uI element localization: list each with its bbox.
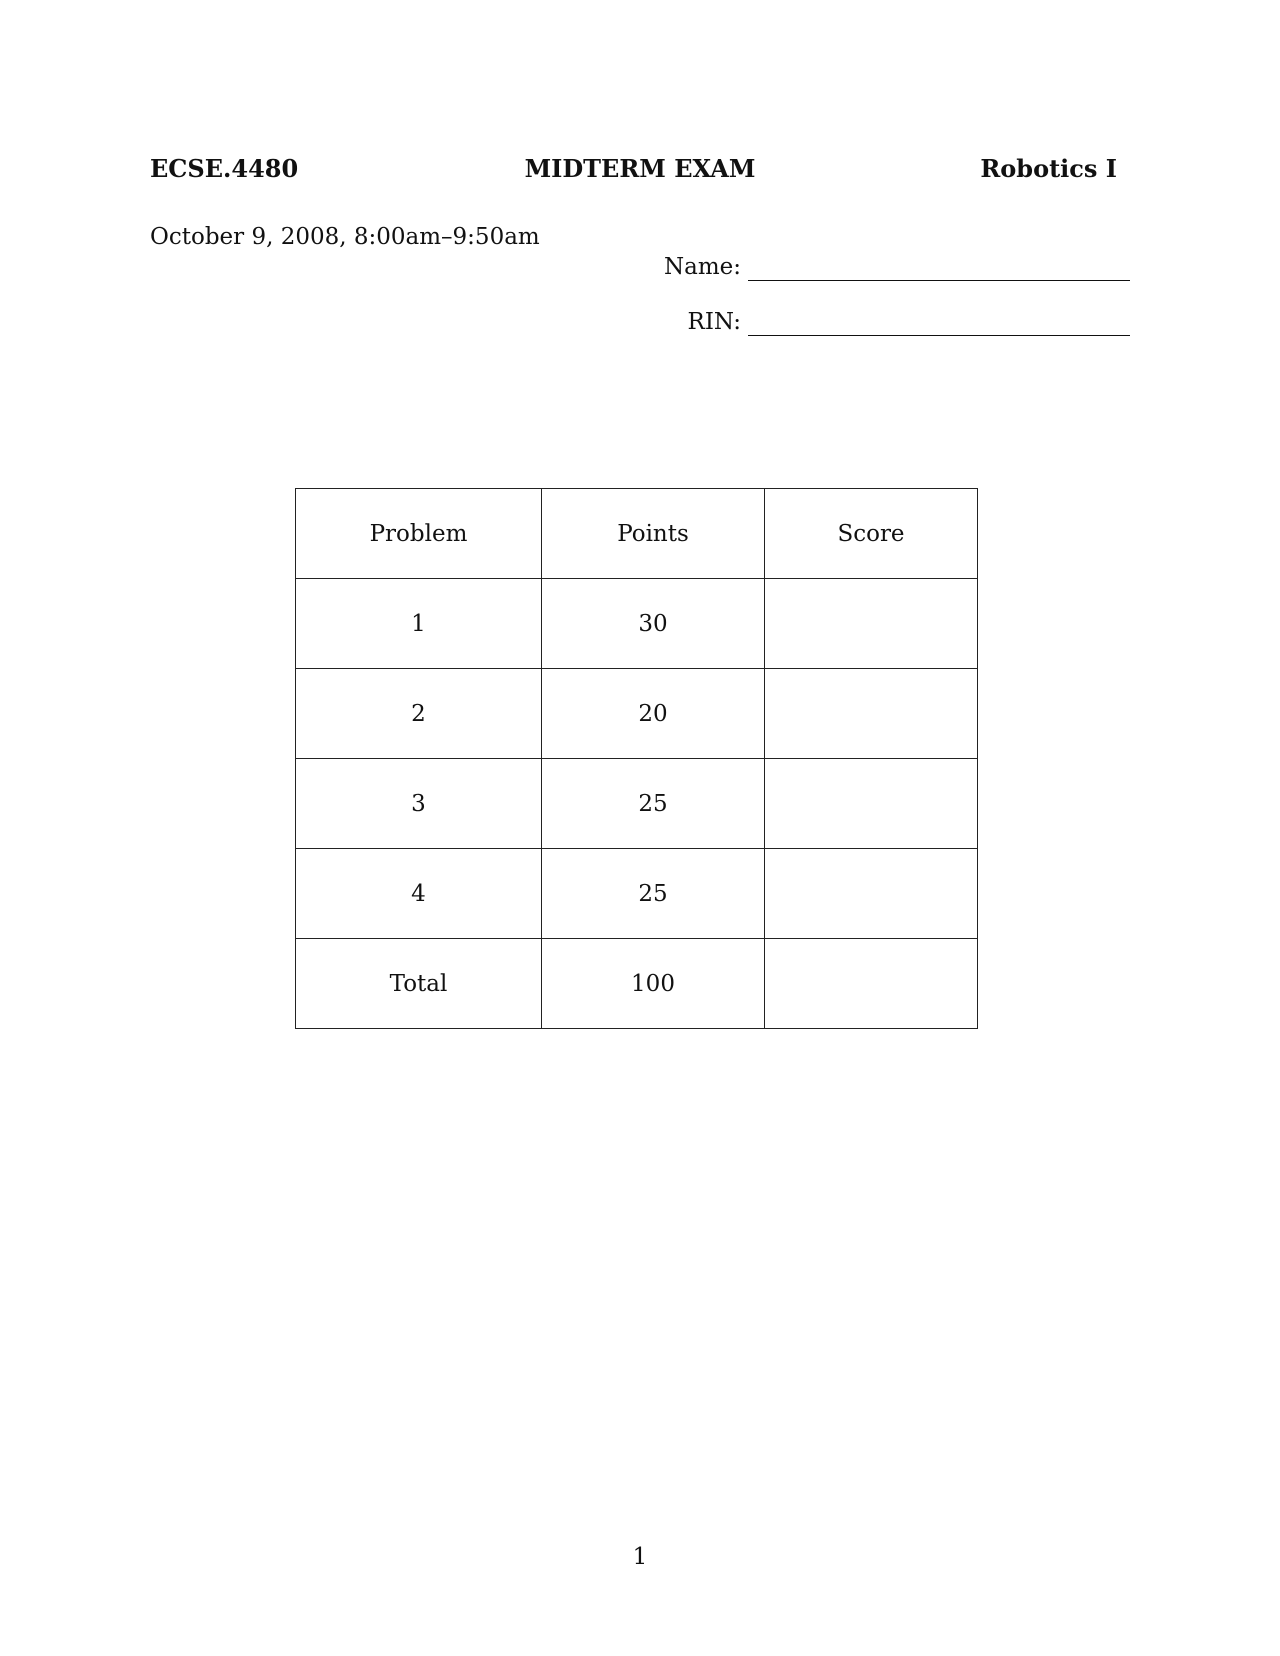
score-table	[295, 488, 978, 1029]
points-cell: 25	[542, 759, 765, 849]
problem-cell: 2	[296, 669, 542, 759]
points-cell: 25	[542, 849, 765, 939]
column-header-problem: Problem	[296, 489, 542, 579]
score-cell	[765, 849, 978, 939]
column-header-points: Points	[542, 489, 765, 579]
course-name: Robotics I	[980, 154, 1117, 183]
problem-cell: 1	[296, 579, 542, 669]
rin-blank-line	[748, 335, 1130, 336]
points-cell: 20	[542, 669, 765, 759]
score-cell	[765, 669, 978, 759]
table-row	[296, 579, 978, 669]
points-cell: 30	[542, 579, 765, 669]
total-score-cell	[765, 939, 978, 1029]
table-row	[296, 849, 978, 939]
name-label: Name:	[663, 254, 741, 280]
table-total-row	[296, 939, 978, 1029]
problem-cell: 3	[296, 759, 542, 849]
page-number: 1	[632, 1544, 648, 1570]
problem-cell: 4	[296, 849, 542, 939]
column-header-score: Score	[765, 489, 978, 579]
score-cell	[765, 579, 978, 669]
score-cell	[765, 759, 978, 849]
exam-title: MIDTERM EXAM	[524, 154, 756, 183]
rin-field	[560, 307, 1130, 339]
total-points-cell: 100	[542, 939, 765, 1029]
rin-label: RIN:	[687, 309, 741, 335]
exam-date: October 9, 2008, 8:00am–9:50am	[150, 224, 540, 250]
table-row	[296, 669, 978, 759]
name-field	[560, 252, 1130, 284]
table-header-row	[296, 489, 978, 579]
course-code: ECSE.4480	[150, 154, 299, 183]
total-label-cell: Total	[296, 939, 542, 1029]
name-blank-line	[748, 280, 1130, 281]
table-row	[296, 759, 978, 849]
